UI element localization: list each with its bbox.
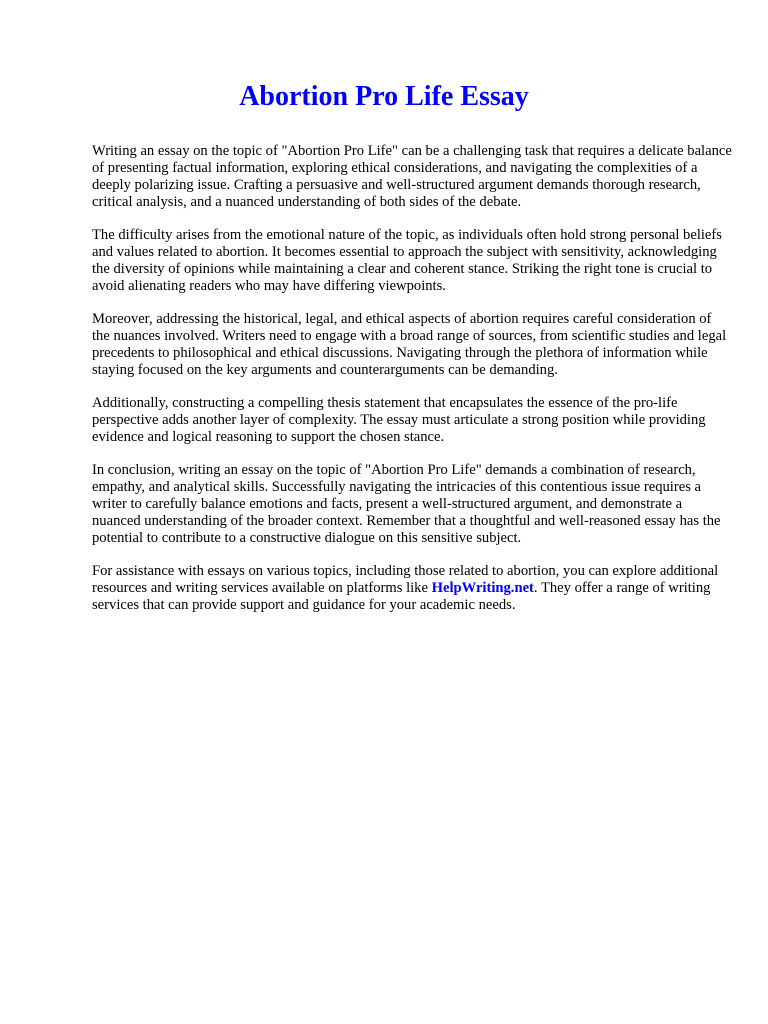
- paragraph-6-after-link: . They offer a range of writing services that can provide support and guidance for your academic needs.: [92, 580, 711, 613]
- paragraph-4: Additionally, constructing a compelling thesis statement that encapsulates the essence of the pro-life perspective adds another layer of complexity. The essay must articulate a strong position while providing evidence and logical reasoning to support the chosen stance.: [92, 395, 706, 445]
- paragraph-3: Moreover, addressing the historical, legal, and ethical aspects of abortion requires careful consideration of the nuances involved. Writers need to engage with a broad range of sources, from scientific studies and legal precedents to philosophical and ethical discussions. Navigating through the plethora of information while staying focused on the key arguments and counterarguments can be demanding.: [92, 311, 727, 378]
- paragraph-6: [92, 563, 732, 614]
- page-title: Abortion Pro Life Essay: [239, 81, 529, 112]
- paragraph-5: In conclusion, writing an essay on the topic of "Abortion Pro Life" demands a combination of research, empathy, and analytical skills. Successfully navigating the intricacies of this contentious issue requires a writer to carefully balance emotions and facts, present a well-structured argument, and demonstrate a nuanced understanding of the broader context. Remember that a thoughtful and well-reasoned essay has the potential to contribute to a constructive dialogue on this sensitive subject.: [92, 462, 721, 546]
- essay-body: [92, 143, 732, 614]
- helpwriting-link[interactable]: HelpWriting.net: [431, 580, 534, 596]
- paragraph-2: The difficulty arises from the emotional nature of the topic, as individuals often hold strong personal beliefs and values related to abortion. It becomes essential to approach the subject with sensitivity, acknowledging the diversity of opinions while maintaining a clear and coherent stance. Striking the right tone is crucial to avoid alienating readers who may have differing viewpoints.: [92, 227, 722, 294]
- paragraph-1: Writing an essay on the topic of "Abortion Pro Life" can be a challenging task that requires a delicate balance of presenting factual information, exploring ethical considerations, and navigating the complexities of a deeply polarizing issue. Crafting a persuasive and well-structured argument demands thorough research, critical analysis, and a nuanced understanding of both sides of the debate.: [92, 143, 732, 210]
- paragraph-6-before-link: For assistance with essays on various topics, including those related to abortion, you can explore additional resources and writing services available on platforms like: [92, 563, 719, 596]
